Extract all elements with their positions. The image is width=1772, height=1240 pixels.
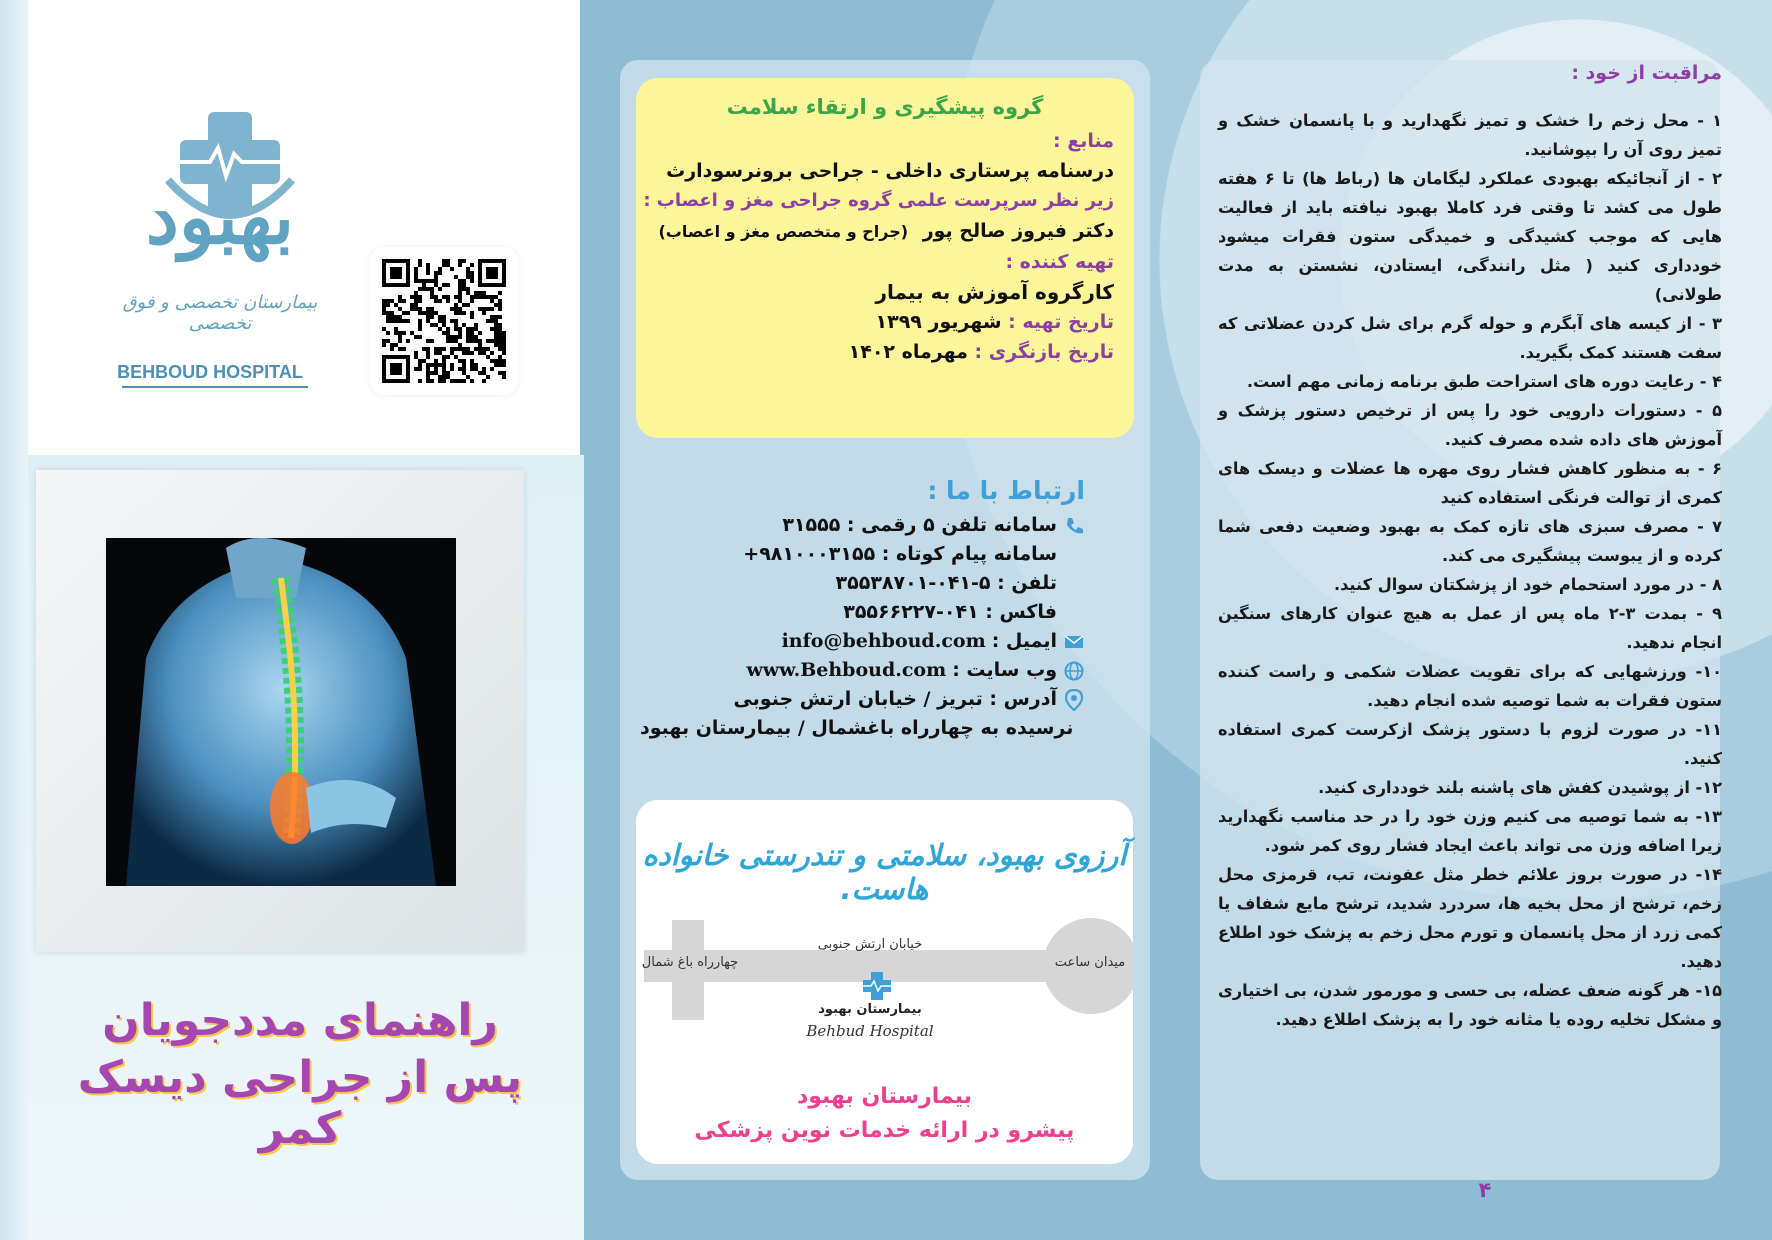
address-line2: نرسیده به چهارراه باغشمال / بیمارستان بهبود <box>640 717 1074 739</box>
self-care-item: ۵ - دستورات دارویی خود را پس از ترخیص دستور پزشک و آموزش های داده شده مصرف کنید. <box>1218 401 1722 449</box>
self-care-item: ۸ - در مورد استحمام خود از پزشکتان سوال کنید. <box>1333 575 1722 594</box>
logo-subtitle: بیمارستان تخصصی و فوق تخصصی <box>122 292 318 334</box>
map-junction-label: چهارراه باغ شمال <box>641 955 739 970</box>
review-date-line <box>656 337 1114 367</box>
web-label: وب سایت : <box>952 659 1057 681</box>
globe-icon <box>1063 660 1085 682</box>
supervision-label: زیر نظر سرپرست علمی گروه جراحی مغز و اعصاب : <box>643 190 1114 211</box>
email-label: ایمیل : <box>991 630 1057 652</box>
self-care-item: ۳ - از کیسه های آبگرم و حوله گرم برای شل کردن عضلاتی که سفت هستند کمک بگیرید. <box>1218 314 1722 362</box>
map-hospital-label-fa: بیمارستان بهبود <box>818 1002 922 1017</box>
self-care-item: ۱ - محل زخم را خشک و تمیز نگهدارید و با پانسمان خشک و تمیز روی آن را بپوشانید. <box>1218 111 1722 159</box>
self-care-item: ۱۰- ورزشهایی که برای تقویت عضلات شکمی و راست کننده ستون فقرات به شما توصیه شده انجام دهید. <box>1218 662 1722 710</box>
logo-underline <box>122 386 308 388</box>
logo-name-fa: بهبود <box>145 175 295 261</box>
envelope-icon <box>1063 631 1085 653</box>
contact-sms <box>640 540 1085 569</box>
contact-phone5 <box>640 511 1085 540</box>
tel-text: تلفن : ۵-۰۴۱-۳۵۵۳۸۷۰۱ <box>835 572 1057 594</box>
doctor-line <box>656 216 1114 247</box>
contact-web <box>640 656 1085 685</box>
back-pain-illustration-icon <box>106 538 456 886</box>
logo-name-en: BEHBOUD HOSPITAL <box>117 362 303 382</box>
self-care-item: ۱۴- در صورت بروز علائم خطر مثل عفونت، تب، قرمزی محل زخم، ترشح از محل بخیه ها، سردرد شدید، ترشح مایع شفاف یا کمی زرد از محل پانسمان و تورم محل زخم به پزشک خود اطلاع دهید. <box>1218 865 1722 971</box>
self-care-item: ۱۳- به شما توصیه می کنیم وزن خود را در حد مناسب نگهدارید زیرا اضافه وزن می تواند باعث ایجاد فشار روی کمر شود. <box>1218 807 1722 855</box>
self-care-item: ۴ - رعایت دوره های استراحت طبق برنامه زمانی مهم است. <box>1246 372 1722 391</box>
map-square-label: میدان ساعت <box>1054 955 1126 970</box>
self-care-list <box>1218 106 1722 1034</box>
self-care-item: ۲ - از آنجائیکه بهبودی عملکرد لیگامان ها (رباط ها) تا ۶ هفته طول می کشد تا وقتی فرد کاملا بهبود نیافته باید از فعالیت هایی که موجب کشیدگی و خمیدگی ستون فقرات میشود خودداری کنید ( مثل رانندگی، ایستادن، نشستن به مدت طولانی) <box>1218 169 1723 304</box>
address-line1: آدرس : تبریز / خیابان ارتش جنوبی <box>733 688 1057 710</box>
self-care-title: مراقبت از خود : <box>1571 62 1722 84</box>
cover-title-line1: راهنمای مددجویان <box>102 995 498 1046</box>
self-care-item: ۱۲- از پوشیدن کفش های پاشنه بلند خودداری کنید. <box>1318 778 1722 797</box>
prepared-by-value: کارگروه آموزش به بیمار <box>875 280 1114 304</box>
motto <box>636 1080 1133 1148</box>
self-care-section <box>1218 62 1722 1034</box>
prepared-by-label: تهیه کننده : <box>1005 251 1114 273</box>
prepared-date-label: تاریخ تهیه : <box>1008 311 1114 333</box>
qr-code-icon[interactable] <box>382 259 506 383</box>
email-link[interactable]: info@behboud.com <box>781 630 986 652</box>
website-link[interactable]: www.Behboud.com <box>746 659 947 681</box>
contact-email <box>640 627 1085 656</box>
prepared-date-value: شهریور ۱۳۹۹ <box>875 311 1002 333</box>
location-pin-icon <box>1063 689 1085 711</box>
map-hospital-label-en: Behbud Hospital <box>806 1022 934 1040</box>
motto-line2: پیشرو در ارائه خدمات نوین پزشکی <box>694 1118 1075 1143</box>
sources-value: درسنامه پرستاری داخلی - جراحی برونرسودارث <box>666 160 1114 182</box>
contact-address-2 <box>640 714 1085 743</box>
sms-text: سامانه پیام کوتاه : ۹۸۱۰۰۰۳۱۵۵+ <box>743 543 1057 565</box>
contact-address <box>640 685 1085 714</box>
fax-text: فاکس : ۰۴۱-۳۵۵۶۶۲۲۷ <box>843 601 1057 623</box>
spine-photo <box>106 538 456 886</box>
review-date-value: مهرماه ۱۴۰۲ <box>848 341 968 363</box>
phone5-text: سامانه تلفن ۵ رقمی : ۳۱۵۵۵ <box>782 514 1057 536</box>
map-street-label: خیابان ارتش جنوبی <box>817 937 923 952</box>
contact-title: ارتباط با ما : <box>927 476 1085 505</box>
self-care-item: ۷ - مصرف سبزی های تازه کمک به بهبود وضعیت دفعی شما کرده و از یبوست پیشگیری می کند. <box>1218 517 1722 565</box>
self-care-item: ۱۱- در صورت لزوم با دستور پزشک ازکرست کمری استفاده کنید. <box>1218 720 1722 768</box>
page-number: ۴ <box>1478 1178 1492 1202</box>
group-title: گروه پیشگیری و ارتقاء سلامت <box>726 95 1044 119</box>
phone-icon <box>1063 515 1085 537</box>
contact-tel <box>640 569 1085 598</box>
review-date-label: تاریخ بازنگری : <box>974 341 1114 363</box>
self-care-item: ۹ - بمدت ۳-۲ ماه پس از عمل به هیچ عنوان کارهای سنگین انجام ندهید. <box>1218 604 1722 652</box>
sources-label: منابع : <box>1053 130 1114 152</box>
motto-line1: بیمارستان بهبود <box>796 1084 973 1109</box>
cover-title-line2: پس از جراحی دیسک کمر <box>77 1052 523 1154</box>
left-edge-strip <box>0 0 28 1240</box>
contact-fax <box>640 598 1085 627</box>
self-care-item: ۶ - به منظور کاهش فشار روی مهره ها عضلات و دیسک های کمری از توالت فرنگی استفاده کنید <box>1218 459 1722 507</box>
doctor-name: دکتر فیروز صالح پور <box>922 220 1114 242</box>
doctor-title: (جراح و متخصص مغز و اعصاب) <box>658 222 909 241</box>
slogan: آرزوی بهبود، سلامتی و تندرستی خانواده هاست. <box>642 838 1127 906</box>
prepared-date-line <box>656 307 1114 337</box>
self-care-item: ۱۵- هر گونه ضعف عضله، بی حسی و مورمور شدن، بی اختیاری و مشکل تخلیه روده یا مثانه خود را به پزشک اطلاع دهید. <box>1218 981 1722 1029</box>
contact-section <box>640 476 1085 743</box>
credits-box <box>636 78 1134 438</box>
